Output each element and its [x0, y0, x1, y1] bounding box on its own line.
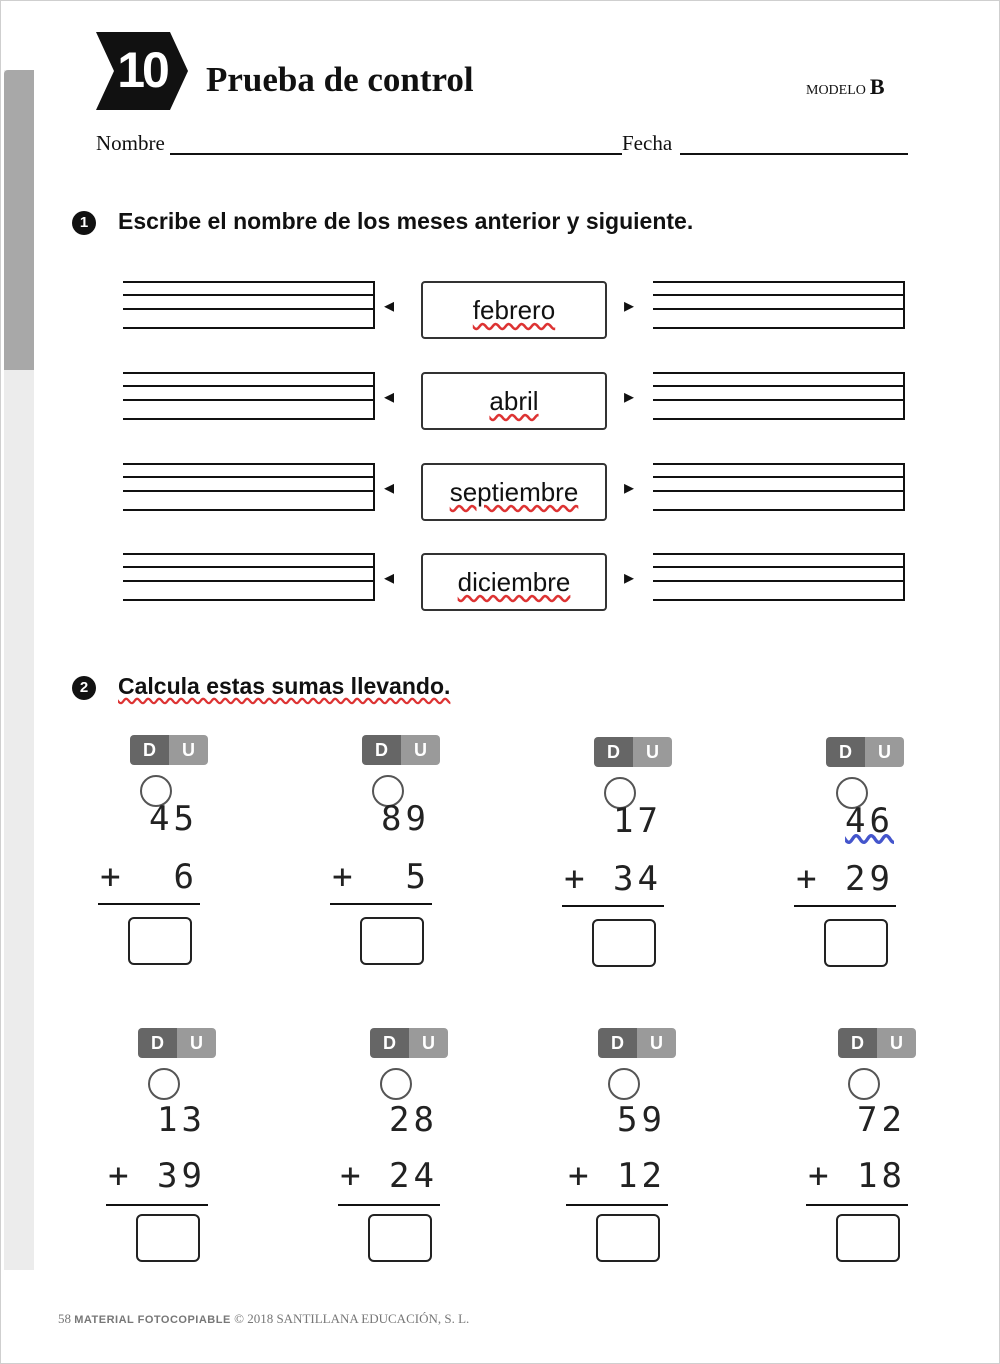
line-end	[373, 463, 375, 511]
tens-label: D	[362, 735, 401, 765]
addend-top: 89	[381, 799, 430, 839]
answer-box[interactable]	[360, 917, 424, 965]
side-tab-highlight	[4, 70, 34, 370]
du-place-value-tag	[594, 737, 672, 767]
answer-box[interactable]	[824, 919, 888, 967]
sum-problem	[98, 735, 248, 985]
tens-label: D	[370, 1028, 409, 1058]
page-number: 58	[58, 1311, 71, 1326]
sum-problem	[330, 735, 480, 985]
exercise-2-instruction-text: Calcula estas sumas llevando.	[118, 673, 451, 699]
carry-circle[interactable]	[848, 1068, 880, 1100]
month-name: abril	[489, 385, 539, 416]
arrow-right-icon: ▸	[624, 386, 635, 408]
answer-box[interactable]	[368, 1214, 432, 1262]
tens-label: D	[598, 1028, 637, 1058]
footer-label: MATERIAL FOTOCOPIABLE	[74, 1314, 231, 1326]
addend-bottom: + 24	[340, 1156, 438, 1196]
line-end	[373, 553, 375, 601]
next-month-write-lines[interactable]	[653, 372, 905, 420]
sum-line	[794, 905, 896, 907]
footer-copyright: © 2018 SANTILLANA EDUCACIÓN, S. L.	[234, 1311, 470, 1326]
addend-bottom: + 18	[808, 1156, 906, 1196]
previous-month-write-lines[interactable]	[123, 463, 375, 511]
arrow-left-icon: ◂	[384, 477, 395, 499]
answer-box[interactable]	[836, 1214, 900, 1262]
answer-box[interactable]	[136, 1214, 200, 1262]
line-end	[903, 553, 905, 601]
du-place-value-tag	[130, 735, 208, 765]
line-end	[903, 372, 905, 420]
previous-month-write-lines[interactable]	[123, 372, 375, 420]
previous-month-write-lines[interactable]	[123, 553, 375, 601]
units-label: U	[865, 737, 904, 767]
nombre-label: Nombre	[96, 131, 165, 155]
sum-line	[566, 1204, 668, 1206]
units-label: U	[877, 1028, 916, 1058]
exercise-1-instruction: Escribe el nombre de los meses anterior y siguiente.	[118, 208, 694, 234]
carry-circle[interactable]	[148, 1068, 180, 1100]
units-label: U	[409, 1028, 448, 1058]
fecha-label: Fecha	[622, 131, 673, 155]
arrow-right-icon: ▸	[624, 295, 635, 317]
previous-month-write-lines[interactable]	[123, 281, 375, 329]
unit-number: 10	[117, 42, 167, 98]
addend-top: 72	[857, 1100, 906, 1140]
exercise-2-number: 2	[72, 676, 96, 700]
next-month-write-lines[interactable]	[653, 463, 905, 511]
du-place-value-tag	[838, 1028, 916, 1058]
du-place-value-tag	[138, 1028, 216, 1058]
addend-bottom: + 29	[796, 859, 894, 899]
month-name: septiembre	[449, 476, 579, 507]
exercise-1-number: 1	[72, 211, 96, 235]
units-label: U	[633, 737, 672, 767]
sum-problem	[562, 737, 712, 987]
carry-circle[interactable]	[608, 1068, 640, 1100]
sum-problem	[338, 1028, 488, 1278]
unit-badge	[96, 32, 188, 110]
line-end	[903, 463, 905, 511]
modelo-text: MODELO	[806, 83, 866, 98]
addend-bottom: + 34	[564, 859, 662, 899]
tens-label: D	[826, 737, 865, 767]
page-title: Prueba de control	[206, 60, 474, 99]
month-box	[421, 463, 607, 521]
month-box	[421, 553, 607, 611]
sum-line	[106, 1204, 208, 1206]
addend-top: 59	[617, 1100, 666, 1140]
line-end	[373, 281, 375, 329]
arrow-left-icon: ◂	[384, 386, 395, 408]
tens-label: D	[138, 1028, 177, 1058]
addend-bottom: + 12	[568, 1156, 666, 1196]
line-end	[373, 372, 375, 420]
month-box	[421, 281, 607, 339]
sum-line	[330, 903, 432, 905]
addend-top: 17	[613, 801, 662, 841]
sum-line	[98, 903, 200, 905]
next-month-write-lines[interactable]	[653, 281, 905, 329]
addend-top: 28	[389, 1100, 438, 1140]
addend-top: 45	[149, 799, 198, 839]
units-label: U	[401, 735, 440, 765]
arrow-right-icon: ▸	[624, 567, 635, 589]
addend-bottom: + 39	[108, 1156, 206, 1196]
units-label: U	[177, 1028, 216, 1058]
arrow-left-icon: ◂	[384, 567, 395, 589]
sum-line	[338, 1204, 440, 1206]
arrow-left-icon: ◂	[384, 295, 395, 317]
sum-problem	[566, 1028, 716, 1278]
month-name: febrero	[472, 294, 556, 325]
tens-label: D	[838, 1028, 877, 1058]
units-label: U	[637, 1028, 676, 1058]
du-place-value-tag	[370, 1028, 448, 1058]
sum-problem	[106, 1028, 256, 1278]
answer-box[interactable]	[128, 917, 192, 965]
month-name: diciembre	[457, 566, 571, 597]
next-month-write-lines[interactable]	[653, 553, 905, 601]
answer-box[interactable]	[596, 1214, 660, 1262]
addend-bottom: + 6	[100, 857, 198, 897]
nombre-field[interactable]	[170, 153, 622, 155]
du-place-value-tag	[362, 735, 440, 765]
modelo-letter: B	[869, 74, 885, 99]
addend-top: 46	[845, 801, 894, 841]
tens-label: D	[594, 737, 633, 767]
month-box	[421, 372, 607, 430]
modelo-label	[806, 74, 885, 100]
sum-line	[562, 905, 664, 907]
sum-problem	[794, 737, 944, 987]
sum-problem	[806, 1028, 956, 1278]
arrow-right-icon: ▸	[624, 477, 635, 499]
du-place-value-tag	[826, 737, 904, 767]
answer-box[interactable]	[592, 919, 656, 967]
exercise-2-instruction	[118, 672, 450, 700]
addend-bottom: + 5	[332, 857, 430, 897]
tens-label: D	[130, 735, 169, 765]
fecha-field[interactable]	[680, 153, 908, 155]
addend-top: 13	[157, 1100, 206, 1140]
line-end	[903, 281, 905, 329]
units-label: U	[169, 735, 208, 765]
sum-line	[806, 1204, 908, 1206]
carry-circle[interactable]	[380, 1068, 412, 1100]
footer	[58, 1311, 469, 1327]
du-place-value-tag	[598, 1028, 676, 1058]
